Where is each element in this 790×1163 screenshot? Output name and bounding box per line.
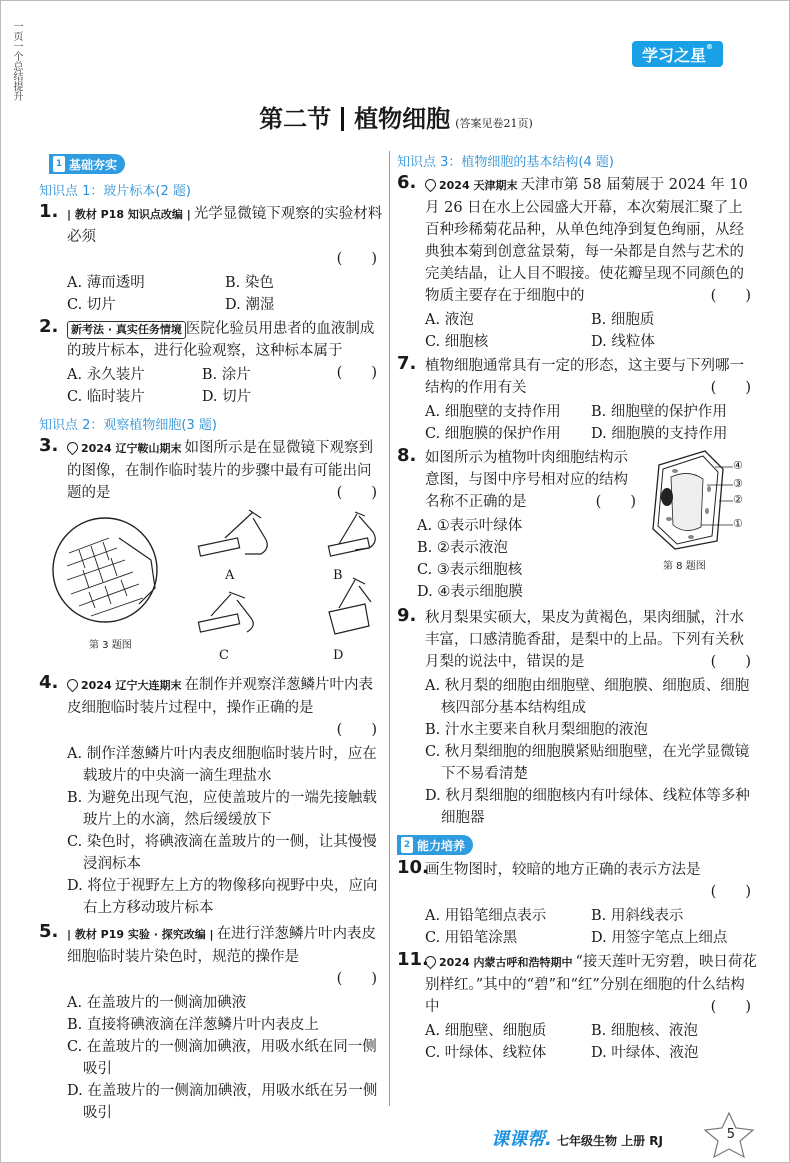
option: C. 临时装片	[67, 389, 145, 405]
option: C. 用铅笔涂黑	[425, 930, 518, 946]
option: B. 细胞壁的保护作用	[591, 404, 727, 420]
option: A. 细胞壁、细胞质	[425, 1023, 547, 1039]
option: D. ④表示细胞膜	[417, 584, 523, 600]
options	[397, 309, 757, 353]
option: D. 潮湿	[225, 297, 275, 313]
options	[39, 364, 337, 408]
option: C. 细胞核	[425, 334, 489, 350]
figure-label: ③	[733, 477, 743, 490]
question-number: 10.	[397, 857, 429, 878]
question-11	[397, 951, 757, 1018]
option: D. 叶绿体、液泡	[591, 1045, 699, 1061]
options	[39, 272, 383, 316]
question-tag: 新考法 · 真实任务情境	[67, 321, 186, 339]
option: A. 制作洋葱鳞片叶内表皮细胞临时装片时，应在载玻片的中央滴一滴生理盐水	[67, 746, 377, 784]
question-number: 8.	[397, 445, 417, 466]
question-1	[39, 203, 383, 270]
option: B. 细胞质	[591, 312, 655, 328]
question-text: 在制作并观察洋葱鳞片叶内表皮细胞临时装片过程中，操作正确的是	[67, 677, 373, 716]
badge-label: 基础夯实	[69, 157, 118, 172]
question-6	[397, 174, 757, 307]
page-title	[1, 99, 790, 134]
figure-label-a: A	[225, 568, 235, 583]
badge-label: 能力培养	[417, 838, 466, 853]
location-pin-icon	[423, 177, 439, 193]
page-number: 5	[726, 1127, 735, 1142]
option: C. 在盖玻片的一侧滴加碘液，用吸水纸在同一侧吸引	[67, 1039, 377, 1077]
option: D. 在盖玻片的一侧滴加碘液，用吸水纸在另一侧吸引	[67, 1083, 378, 1121]
question-number: 5.	[39, 921, 59, 942]
answer-blank: ( )	[710, 654, 751, 670]
option: A. ①表示叶绿体	[417, 518, 523, 534]
figure-label: ①	[733, 517, 743, 530]
option: C. 切片	[67, 297, 116, 313]
option: A. 液泡	[425, 312, 474, 328]
answer-blank: ( )	[336, 365, 377, 381]
option: C. 染色时，将碘液滴在盖玻片的一侧，让其慢慢浸润标本	[67, 834, 377, 872]
question-text: 医院化验员用患者的血液制成的玻片标本，进行化验观察，这种标本属于	[67, 321, 375, 359]
figure-label-d: D	[333, 648, 344, 663]
right-column	[397, 151, 757, 1064]
options	[397, 905, 757, 949]
option: D. 将位于视野左上方的物像移向视野中央，应向右上方移动玻片标本	[67, 878, 378, 916]
option: B. 涂片	[201, 367, 251, 383]
option: D. 切片	[201, 389, 252, 405]
question-text: 如图所示是在显微镜下观察到的图像，在制作临时装片的步骤中最有可能出问题的是	[67, 440, 373, 501]
location-pin-icon	[65, 440, 81, 456]
option: A. 永久装片	[67, 367, 145, 383]
option: D. 秋月梨细胞的细胞核内有叶绿体、线粒体等多种细胞器	[425, 788, 750, 826]
section-number: 第二节	[259, 105, 332, 133]
question-9	[397, 607, 757, 673]
question-source: | 教材 P19 实验 · 探究改编 |	[67, 928, 214, 941]
brand-logo	[632, 41, 723, 67]
badge-icon: 2	[401, 837, 413, 853]
footer	[491, 1125, 663, 1151]
answer-blank: ( )	[710, 884, 751, 900]
section-badge-basic	[49, 154, 125, 174]
section-badge-ability	[397, 835, 473, 855]
option: B. ②表示液泡	[417, 540, 508, 556]
figure-8	[645, 445, 755, 573]
answer-blank: ( )	[595, 494, 636, 510]
question-source: 2024 内蒙古呼和浩特期中	[439, 956, 573, 969]
footer-brand: 课课帮.	[491, 1129, 552, 1150]
question-text: 天津市第 58 届菊展于 2024 年 10 月 26 日在水上公园盛大开幕，本次菊展汇聚了上百种珍稀菊花品种，从单色纯净到复色绚丽，从经典独本菊到创意盆景菊，每一朵都是自然与艺术的完美结晶，让人目不暇接。使花瓣呈现不同颜色的物质主要存在于细胞中的	[425, 177, 748, 304]
question-number: 11.	[397, 949, 429, 970]
option: B. 为避免出现气泡，应使盖玻片的一端先接触载玻片上的水滴，然后缓缓放下	[67, 790, 377, 828]
badge-icon: 1	[53, 156, 65, 172]
section-name: 植物细胞	[354, 105, 451, 133]
option: A. 秋月梨的细胞由细胞壁、细胞膜、细胞质、细胞核四部分基本结构组成	[425, 678, 750, 716]
title-divider	[341, 107, 344, 131]
question-text: 植物细胞通常具有一定的形态，这主要与下列哪一结构的作用有关	[425, 358, 744, 396]
question-10	[397, 859, 757, 903]
location-pin-icon	[65, 677, 81, 693]
question-text: 秋月梨果实硕大，果皮为黄褐色，果肉细腻，汁水丰富，口感清脆香甜，是梨中的上品。下列有关秋月梨的说法中，错误的是	[425, 610, 744, 670]
option: B. 细胞核、液泡	[591, 1023, 698, 1039]
option: C. ③表示细胞核	[417, 562, 523, 578]
answer-blank: ( )	[336, 485, 377, 501]
question-8-block	[397, 447, 757, 603]
answer-blank: ( )	[336, 971, 377, 987]
option: B. 直接将碘液滴在洋葱鳞片叶内表皮上	[67, 1017, 319, 1033]
side-text: 一页一个总结提升	[11, 21, 22, 101]
option: D. 用签字笔点上细点	[591, 930, 728, 946]
figure-caption: 第 3 题图	[89, 640, 132, 651]
question-source: | 教材 P18 知识点改编 |	[67, 208, 191, 221]
answer-blank: ( )	[710, 288, 751, 304]
option: B. 汁水主要来自秋月梨细胞的液泡	[425, 722, 648, 738]
option: A. 薄而透明	[67, 275, 145, 291]
option: C. 细胞膜的保护作用	[425, 426, 561, 442]
figure-3	[39, 508, 383, 663]
figure-label: ②	[733, 493, 743, 506]
footer-grade: 七年级生物 上册 RJ	[556, 1134, 663, 1148]
question-number: 4.	[39, 672, 59, 693]
figure-label-c: C	[219, 648, 229, 663]
logo-text: 学习之星	[641, 46, 706, 65]
answer-blank: ( )	[336, 251, 377, 267]
question-text: “接天莲叶无穷碧，映日荷花别样红。”其中的“碧”和“红”分别在细胞的什么结构中	[425, 954, 757, 1015]
option: C. 秋月梨细胞的细胞膜紧贴细胞壁，在光学显微镜下不易看清楚	[425, 744, 750, 782]
option: A. 用铅笔细点表示	[425, 908, 547, 924]
question-number: 7.	[397, 353, 417, 374]
question-number: 2.	[39, 316, 59, 337]
question-number: 6.	[397, 172, 417, 193]
question-text: 在进行洋葱鳞片叶内表皮细胞临时装片染色时，规范的操作是	[67, 926, 377, 965]
question-text: 如图所示为植物叶肉细胞结构示意图，与图中序号相对应的结构名称不正确的是	[425, 450, 628, 510]
knowledge-point-3: 知识点 3：植物细胞的基本结构(4 题)	[397, 155, 614, 170]
answer-blank: ( )	[710, 380, 751, 396]
registered-icon: ®	[706, 43, 713, 51]
figure-label: ④	[733, 459, 743, 472]
answer-blank: ( )	[710, 999, 751, 1015]
option: B. 用斜线表示	[591, 908, 684, 924]
options	[397, 1020, 757, 1064]
figure-caption: 第 8 题图	[663, 561, 706, 572]
question-number: 1.	[39, 201, 59, 222]
option: C. 叶绿体、线粒体	[425, 1045, 547, 1061]
question-source: 2024 辽宁鞍山期末	[81, 442, 182, 455]
answer-note: (答案见卷21页)	[455, 117, 533, 130]
option: B. 染色	[225, 275, 274, 291]
question-5	[39, 923, 383, 990]
knowledge-point-1: 知识点 1：玻片标本(2 题)	[39, 184, 191, 199]
question-text: 光学显微镜下观察的实验材料必须	[67, 206, 383, 245]
question-number: 9.	[397, 605, 417, 626]
option: D. 线粒体	[591, 334, 655, 350]
left-column	[39, 151, 383, 1124]
answer-blank: ( )	[336, 722, 377, 738]
question-4	[39, 674, 383, 741]
option: A. 细胞壁的支持作用	[425, 404, 561, 420]
question-source: 2024 辽宁大连期末	[81, 679, 182, 692]
option: D. 细胞膜的支持作用	[591, 426, 728, 442]
question-7	[397, 355, 757, 399]
figure-label-b: B	[333, 568, 343, 583]
question-8	[397, 447, 642, 513]
column-divider	[389, 151, 390, 1106]
question-number: 3.	[39, 435, 59, 456]
knowledge-point-2: 知识点 2：观察植物细胞(3 题)	[39, 418, 217, 433]
options	[397, 401, 757, 445]
question-3	[39, 437, 383, 504]
option: A. 在盖玻片的一侧滴加碘液	[67, 995, 247, 1011]
question-text: 画生物图时，较暗的地方正确的表示方法是	[425, 862, 701, 878]
question-source: 2024 天津期末	[439, 179, 518, 192]
